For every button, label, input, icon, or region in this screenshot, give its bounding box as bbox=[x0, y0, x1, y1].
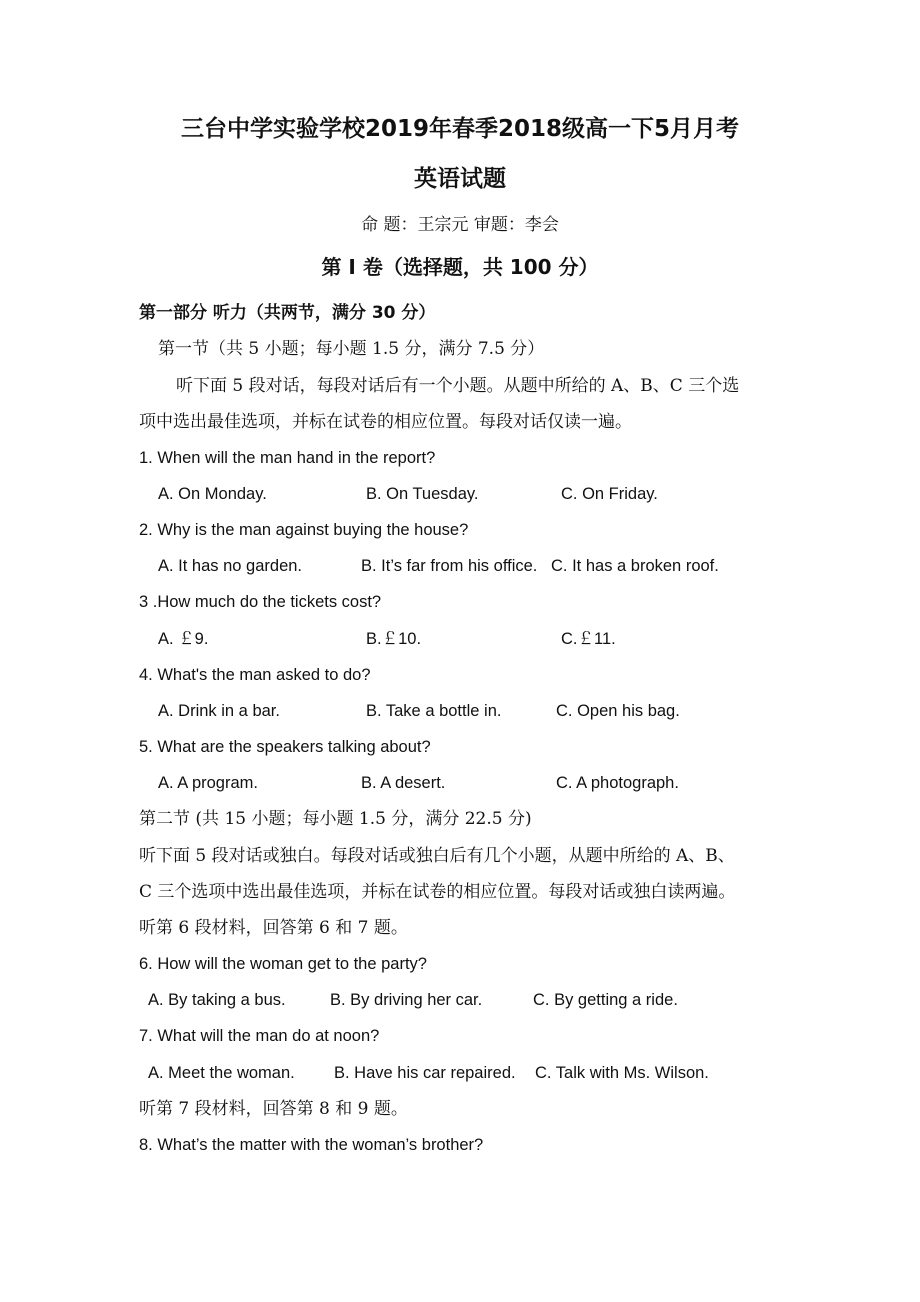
q4-option-a: A. Drink in a bar. bbox=[158, 702, 280, 720]
material-6-heading: 听第 6 段材料，回答第 6 和 7 题。 bbox=[139, 918, 408, 938]
q7-option-b: B. Have his car repaired. bbox=[334, 1064, 516, 1082]
q1-option-b: B. On Tuesday. bbox=[366, 485, 479, 503]
q6-option-c: C. By getting a ride. bbox=[533, 991, 678, 1009]
q4-option-b: B. Take a bottle in. bbox=[366, 702, 502, 720]
q3-option-a: A. ￡9. bbox=[158, 630, 209, 648]
part1-heading: 第一部分 听力（共两节，满分 30 分） bbox=[139, 303, 436, 323]
question-4: 4. What's the man asked to do? bbox=[139, 666, 371, 684]
q7-option-a: A. Meet the woman. bbox=[148, 1064, 295, 1082]
question-6: 6. How will the woman get to the party? bbox=[139, 955, 427, 973]
question-1: 1. When will the man hand in the report? bbox=[139, 449, 436, 467]
question-5: 5. What are the speakers talking about? bbox=[139, 738, 431, 756]
section1-instructions-line1: 听下面 5 段对话，每段对话后有一个小题。从题中所给的 A、B、C 三个选 bbox=[176, 376, 740, 396]
exam-subject-title: 英语试题 bbox=[414, 166, 506, 192]
question-2: 2. Why is the man against buying the house? bbox=[139, 521, 469, 539]
section1-instructions-line2: 项中选出最佳选项，并标在试卷的相应位置。每段对话仅读一遍。 bbox=[139, 412, 632, 432]
q5-option-c: C. A photograph. bbox=[556, 774, 679, 792]
q5-option-a: A. A program. bbox=[158, 774, 258, 792]
q7-option-c: C. Talk with Ms. Wilson. bbox=[535, 1064, 709, 1082]
material-7-heading: 听第 7 段材料，回答第 8 和 9 题。 bbox=[139, 1099, 408, 1119]
section1-heading: 第一节（共 5 小题；每小题 1.5 分，满分 7.5 分） bbox=[158, 339, 545, 359]
q6-option-a: A. By taking a bus. bbox=[148, 991, 286, 1009]
q3-option-b: B.￡10. bbox=[366, 630, 422, 648]
q1-option-c: C. On Friday. bbox=[561, 485, 658, 503]
question-3: 3 .How much do the tickets cost? bbox=[139, 593, 382, 611]
exam-authors: 命 题：王宗元 审题：李会 bbox=[361, 215, 559, 235]
volume-heading: 第 I 卷（选择题，共 100 分） bbox=[321, 255, 599, 279]
question-8: 8. What’s the matter with the woman’s brother? bbox=[139, 1136, 484, 1154]
q2-option-a: A. It has no garden. bbox=[158, 557, 303, 575]
q4-option-c: C. Open his bag. bbox=[556, 702, 680, 720]
q3-option-c: C.￡11. bbox=[561, 630, 616, 648]
q2-option-c: C. It has a broken roof. bbox=[551, 557, 719, 575]
section2-instructions-line1: 听下面 5 段对话或独白。每段对话或独白后有几个小题，从题中所给的 A、B、 bbox=[139, 846, 735, 866]
exam-title: 三台中学实验学校2019年春季2018级高一下5月月考 bbox=[180, 116, 740, 142]
section2-instructions-line2: C 三个选项中选出最佳选项，并标在试卷的相应位置。每段对话或独白读两遍。 bbox=[139, 882, 736, 902]
question-7: 7. What will the man do at noon? bbox=[139, 1027, 380, 1045]
q5-option-b: B. A desert. bbox=[361, 774, 446, 792]
q6-option-b: B. By driving her car. bbox=[330, 991, 483, 1009]
q2-option-b: B. It’s far from his office. bbox=[361, 557, 538, 575]
section2-heading: 第二节 (共 15 小题；每小题 1.5 分，满分 22.5 分) bbox=[139, 809, 532, 829]
q1-option-a: A. On Monday. bbox=[158, 485, 267, 503]
